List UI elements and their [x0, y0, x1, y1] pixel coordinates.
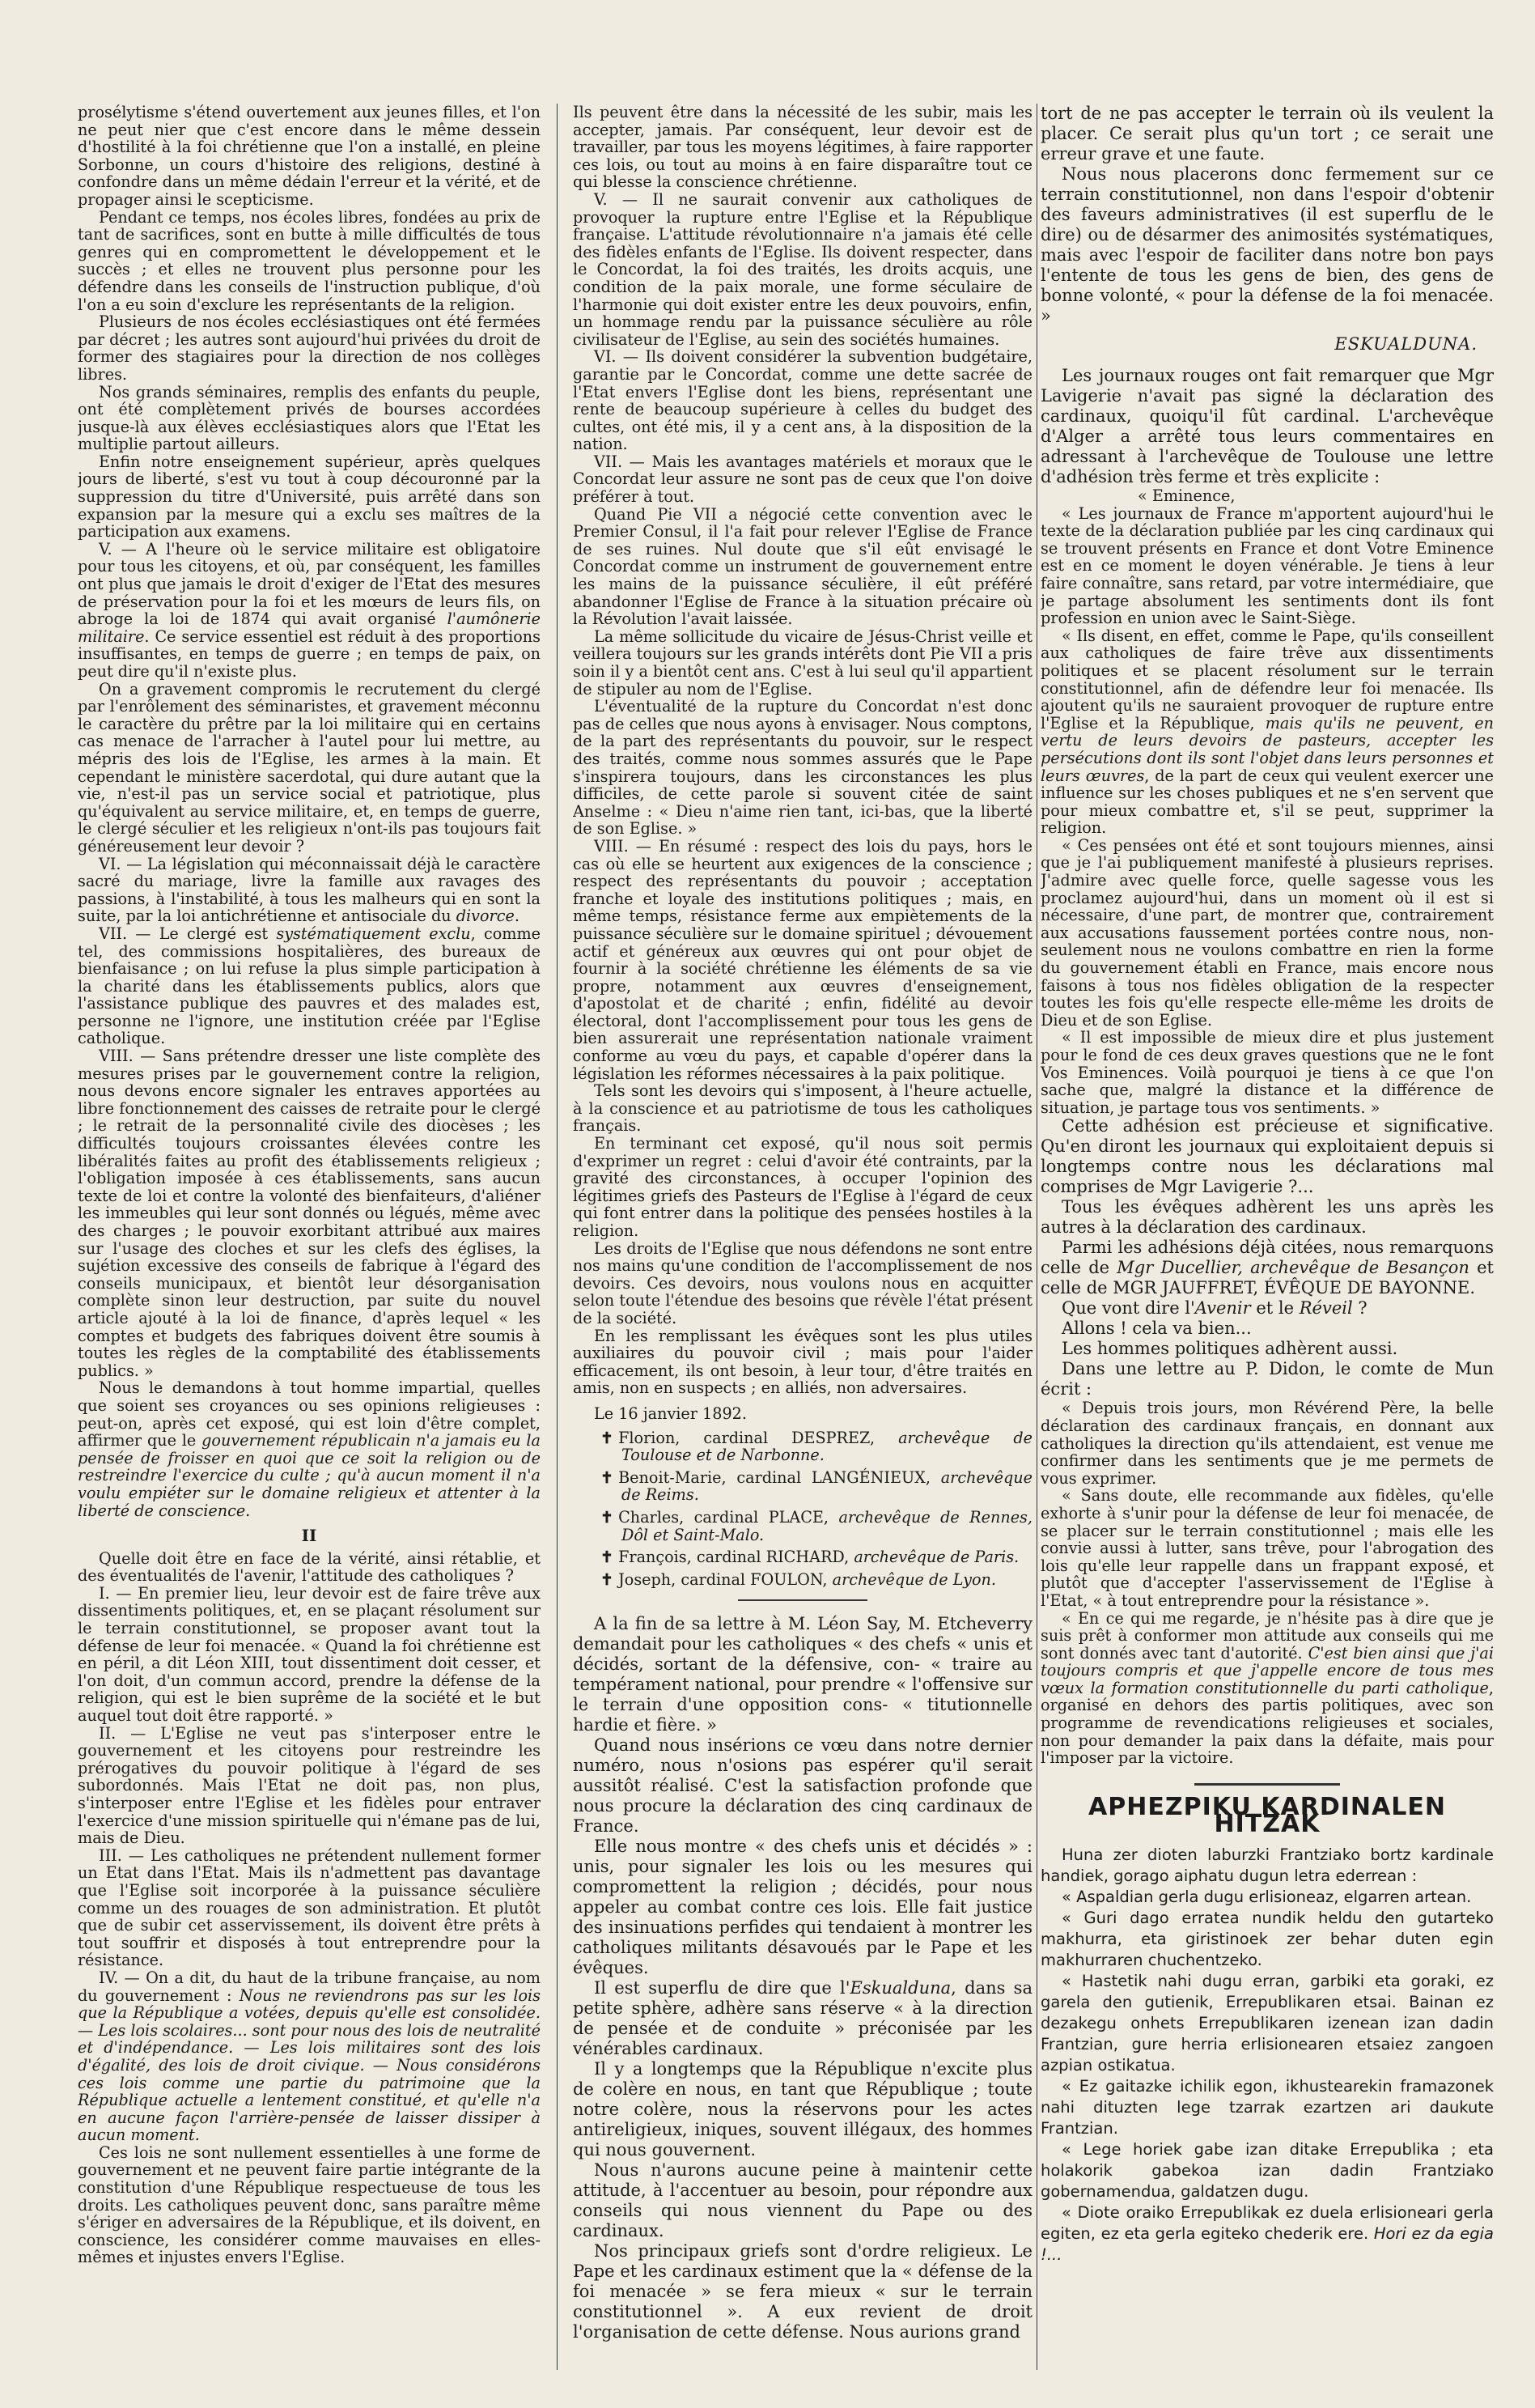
paragraph: Quand nous insérions ce vœu dans notre dernier numéro, nous n'osions pas espérer qu'il serait aussitôt réalisé. C'est la satisfaction profonde que nous procure la déclaration des cinq cardinaux de France.: [573, 1735, 1033, 1837]
signatory-name: Charles, cardinal PLACE,: [618, 1507, 829, 1527]
paragraph: I. — En premier lieu, leur devoir est de faire trêve aux dissentiments politiques, et, en se plaçant résolument sur le terrain constitutionnel, se proposer avant tout la défense de leur foi menacée. « Quand la foi chrétienne est en péril, a dit Léon XIII, tout dissentiment doit cesser, et l'on doit, d'un commun accord, prendre la défense de la religion, qui est le bien suprême de la société et le but auquel tout doit être rapporté. »: [78, 1583, 541, 1726]
italic-run: Hori ez da egia !...: [1041, 2224, 1494, 2265]
signatory-title: archevêque de Rennes, Dôl et Saint-Malo.: [621, 1507, 1033, 1544]
paragraph: VII. — Mais les avantages matériels et moraux que le Concordat leur assure ne sont pas de ceux que l'on doive préférer à tout.: [573, 452, 1033, 507]
paragraph: Les hommes politiques adhèrent aussi.: [1062, 1339, 1398, 1359]
paragraph: [78, 856, 541, 925]
signatory-name: Florion, cardinal DESPREZ,: [618, 1428, 876, 1447]
column-middle: [573, 104, 1033, 2362]
paragraph: III. — Les catholiques ne prétendent nullement former un Etat dans l'Etat. Mais ils n'admettent pas davantage que l'Eglise soit incorporée à la puissance séculière comme un des rouages de son administration. Et plutôt que de subir cet asservissement, ils doivent être prêts à tout souffrir et disposés à tout entreprendre pour la résistance.: [78, 1845, 541, 1970]
paragraph: Tels sont les devoirs qui s'imposent, à l'heure actuelle, à la conscience et au patriotisme de tous les catholiques français.: [573, 1081, 1033, 1136]
paragraph: Quand Pie VII a négocié cette convention avec le Premier Consul, il l'a fait pour relever l'Eglise de France de ses ruines. Nul doute que s'il eût envisagé le Concordat comme un instrument de gouvernement entre les mains de la puissance séculière, il eût préféré abandonner l'Eglise de France à la situation précaire où la Révolution l'avait laissée.: [573, 504, 1033, 629]
paragraph: VIII. — En résumé : respect des lois du pays, hors le cas où elle se heurtent aux exigences de la conscience ; respect des représentants du pouvoir ; acceptation franche et loyale des institutions politiques ; mais, en même temps, résistance ferme aux empiètements de la puissance séculière sur le domaine spirituel ; dévouement actif et généreux aux œuvres qui ont pour objet de fournir à la société chrétienne les éléments de sa vie propre, notamment aux œuvres d'enseignement, d'apostolat et de charité ; enfin, fidélité au devoir électoral, dont l'accomplissement pour tous les gens de bien assurerait une représentation nationale vraiment conforme au vœu du pays, et capable d'opérer dans la législation les réformes nécessaires à la paix politique.: [573, 836, 1033, 1083]
paragraph: [78, 1379, 541, 1519]
paragraph: [78, 925, 541, 1047]
text-run: , organisé en dehors des partis politiques, avec son programme de revendications religieuses et sociales, non pour demander la paix dans la défaite, mais pour l'imposer par la victoire.: [1041, 1678, 1494, 1768]
signatory: [573, 1548, 1033, 1566]
text-run: « En ce qui me regarde, je n'hésite pas à dire que je suis prêt à conformer mon attitude aux conseils qui me sont donnés avec tant d'autorité.: [1041, 1608, 1494, 1663]
paragraph: [78, 1969, 541, 2144]
paragraph: [1041, 627, 1494, 837]
text-run: Parmi les adhésions déjà citées, nous remarquons celle de: [1041, 1238, 1494, 1278]
column-left: [78, 104, 541, 2362]
text-run: et le: [1250, 1298, 1300, 1319]
paragraph: [573, 1978, 1033, 2059]
paragraph: « Lege horiek gabe izan ditake Errepublika ; eta holakorik gabekoa izan dadin Frantziako gobernamendua, galdatzen dugu.: [1041, 2140, 1494, 2202]
paragraph: « Ces pensées ont été et sont toujours miennes, ainsi que je l'ai publiquement manifesté à plusieurs reprises. J'admire avec quelle force, quelle sagesse vous les proclamez aujourd'hui, dans un moment où il est si nécessaire, d'une part, de montrer que, contrairement aux accusations faussement portées contre nous, non-seulement nous ne voulons combattre en rien la forme du gouvernement établi en France, mais encore nous faisons à tous nos fidèles obligation de la respecter toutes les fois qu'elle respecte elle-même les droits de Dieu et de son Eglise.: [1041, 835, 1494, 1030]
column-right: [1041, 104, 1494, 2362]
paragraph: [1041, 1238, 1494, 1298]
paragraph: « Aspaldian gerla dugu erlisioneaz, elgarren artean.: [1062, 1888, 1472, 1907]
text-run: Que vont dire l': [1062, 1298, 1195, 1319]
italic-run: divorce: [456, 907, 515, 926]
signatory-title: archevêque de Lyon.: [832, 1569, 996, 1589]
column-rule: [557, 104, 558, 2370]
paragraph: [1041, 1298, 1494, 1319]
commentary-block: [1041, 1116, 1494, 1399]
paragraph: [1041, 2202, 1494, 2266]
text-run: .: [514, 907, 519, 926]
paragraph: Nos grands séminaires, remplis des enfants du peuple, ont été complètement privés de bourses accordées jusque-là aux élèves ecclésiastiques alors que l'Etat les multiplie partout ailleurs.: [78, 382, 541, 454]
basque-article: [1041, 1845, 1494, 2266]
paragraph: tort de ne pas accepter le terrain où ils veulent la placer. Ce serait plus qu'un tort ; ce serait une erreur grave et une faute.: [1041, 104, 1494, 164]
section-divider: [1194, 1783, 1340, 1786]
paragraph: prosélytisme s'étend ouvertement aux jeunes filles, et l'on ne peut nier que c'est encore dans le même dessein d'hostilité à la foi chrétienne que l'on a installé, en pleine Sorbonne, un cours d'histoire des religions, destiné à confondre dans un même dédain l'erreur et la vérité, et de propager ainsi le scepticisme.: [78, 104, 541, 209]
italic-run: Nous ne reviendrons pas sur les lois que la République a votées, depuis qu'elle est consolidée. — Les lois scolaires... sont pour nous des lois de neutralité et d'indépendance. — Les lois militaires sont des lois d'égalité, des lois de droit civique. — Nous considérons ces lois comme une partie du patrimoine que la République actuelle a lentement constitué, et qu'elle n'a en aucune façon l'arrière-pensée de laisser dissiper à aucun moment.: [78, 1985, 541, 2145]
paragraph: Ils peuvent être dans la nécessité de les subir, mais les accepter, jamais. Par conséquent, leur devoir est de travailler, par tous les moyens légitimes, à faire rapporter ces lois, ou tout au moins à en faire disparaître tout ce qui blesse la conscience chrétienne.: [573, 104, 1033, 192]
italic-run: l'aumônerie militaire: [78, 609, 541, 646]
text-run: Nous le demandons à tout homme impartial, quelles que soient ses croyances ou ses opinions religieuses : peut-on, après cet exposé, qui est loin d'être complet, affirmer que le: [78, 1378, 541, 1450]
italic-run: Réveil: [1299, 1298, 1353, 1319]
paragraph: Les journaux rouges ont fait remarquer que Mgr Lavigerie n'avait pas signé la déclaration des cardinaux, quoiqu'il fût cardinal. L'archevêque d'Alger a arrêté tous leurs commentaires en adressant à l'archevêque de Toulouse une lettre d'adhésion très ferme et très explicite :: [1041, 366, 1494, 486]
text-run: et celle de MGR JAUFFRET, ÉVÊQUE DE BAYONNE.: [1041, 1258, 1494, 1298]
cross-icon: ✝: [600, 1569, 614, 1589]
signatory: [573, 1509, 1033, 1544]
italic-run: Avenir: [1194, 1298, 1251, 1319]
text-run: , dans sa petite sphère, adhère sans réserve « à la direction de pensée et de conduite » préconisée par les vénérables cardinaux.: [573, 1978, 1033, 2059]
text-run: , comme tel, des commissions hospitalières, des bureaux de bienfaisance ; on lui refuse la plus simple participation à la charité dans les établissements publics, alors que l'assistance publique des pauvres et des malades est, personne ne l'ignore, une institution créée par l'Eglise catholique.: [78, 924, 541, 1048]
paragraph: Nous n'aurons aucune peine à maintenir cette attitude, à l'accentuer au besoin, pour répondre aux conseils qui nous viennent du Pape ou des cardinaux.: [573, 2160, 1033, 2241]
paragraph: « Hastetik nahi dugu erran, garbiki eta goraki, ez garela den gutienik, Errepublikaren etsai. Bainan ez dezakegu onhets Errepublikaren izenean izan dadin Frantzian, gure herria erlisionearen etsaiez zangoen azpian ostikatua.: [1041, 1972, 1494, 2075]
paragraph: Pendant ce temps, nos écoles libres, fondées au prix de tant de sacrifices, sont en butte à mille difficultés de tous genres qui en compromettent le développement et le succès ; et elles ne trouvent plus personne pour les défendre dans les conseils de l'instruction publique, d'où l'on a eu soin d'exclure les représentants de la religion.: [78, 207, 541, 314]
paragraph: Plusieurs de nos écoles ecclésiastiques ont été fermées par décret ; les autres sont aujourd'hui privées du droit de former des stagiaires pour la direction de nos collèges libres.: [78, 312, 541, 384]
paragraph: « Ez gaitazke ichilik egon, ikhustearekin framazonek nahi dituzten lege tzarrak ezartzen ari daukute Frantzian.: [1041, 2077, 1494, 2138]
editorial-continuation: [1041, 104, 1494, 487]
paragraph: Tous les évêques adhèrent les uns après les autres à la déclaration des cardinaux.: [1041, 1197, 1494, 1238]
signatory: [573, 1429, 1033, 1464]
signatory-name: François, cardinal RICHARD,: [618, 1548, 850, 1567]
text-run: VII. — Le clergé est: [99, 924, 277, 943]
paragraph: Huna zer dioten laburzki Frantziako bortz kardinale handiek, gorago aiphatu dugun letra ederrean :: [1041, 1845, 1494, 1886]
paragraph: « Eminence,: [1138, 486, 1236, 505]
paragraph: VI. — Ils doivent considérer la subvention budgétaire, garantie par le Concordat, comme une dette sacrée de l'Etat envers l'Eglise dont les biens, représentant une rente de beaucoup supérieure à celles du budget des cultes, ont été mis, il y a cent ans, à la disposition de la nation.: [573, 347, 1033, 454]
italic-run: C'est bien ainsi que j'ai toujours compris et que j'appelle encore de tous mes vœux la formation constitutionnelle du parti catholique: [1041, 1643, 1494, 1697]
paragraph: En les remplissant les évêques sont les plus utiles auxiliaires du pouvoir civil ; mais pour l'aider efficacement, ils ont besoin, à leur tour, d'être traités en amis, non en suspects ; en alliés, non adversaires.: [573, 1326, 1033, 1398]
paragraph: « Sans doute, elle recommande aux fidèles, qu'elle exhorte à s'unir pour la défense de leur foi menacée, de se placer sur le terrain constitutionnel ; mais elle les convie aussi à lutter, sans trêve, pour l'abrogation des lois qu'elle leur rappelle dans un frappant exposé, et plutôt que d'accepter l'asservissement de l'Eglise à l'Etat, « à tout entreprendre pour la résistance ».: [1041, 1486, 1494, 1610]
text-run: « Diote oraiko Errepublikak ez duela erlisioneari gerla egiten, ez eta gerla egiteko chederik ere.: [1041, 2203, 1494, 2244]
paragraph: L'éventualité de la rupture du Concordat n'est donc pas de celles que nous ayons à envisager. Nous comptons, de la part des représentants du pouvoir, sur le respect des traités, comme nous sommes assurés que le Pape s'inspirera toujours, dans les circonstances les plus difficiles, de cette parole si souvent citée de saint Anselme : « Dieu n'aime rien tant, ici-bas, que la liberté de son Eglise. »: [573, 697, 1033, 839]
editorial-block: [573, 1614, 1033, 2342]
italic-run: gouvernement républicain n'a jamais eu la pensée de froisser en quoi que ce soit la religion ou de restreindre l'exercice du culte ; qu'à aucun moment il n'a voulu empiéter sur le domaine religieux et attenter à la liberté de conscience.: [78, 1431, 541, 1520]
paragraph: « Les journaux de France m'apportent aujourd'hui le texte de la déclaration publiée par les cinq cardinaux qui se trouvent présents en France et dont Votre Eminence est en ce moment le doyen vénérable. Je tiens à leur faire connaître, sans retard, par votre intermédiaire, que je partage absolument les sentiments dont ils font profession en union avec le Saint-Siège.: [1041, 503, 1494, 628]
signatory: [573, 1469, 1033, 1504]
italic-run: systématiquement exclu: [276, 924, 471, 943]
paragraph: Cette adhésion est précieuse et significative. Qu'en diront les journaux qui exploitaient depuis si longtemps contre nous les déclarations mal comprises de Mgr Lavigerie ?...: [1041, 1116, 1494, 1197]
editorial-signature: ESKUALDUNA.: [1334, 334, 1478, 354]
article-headline: APHEZPIKU KARDINALEN HITZAK: [1088, 1792, 1446, 1839]
paragraph: Nos principaux griefs sont d'ordre religieux. Le Pape et les cardinaux estiment que la « défense de la foi menacée » se fera mieux « sur le terrain constitutionnel ». A eux revient de droit l'organisation de cette défense. Nous aurions grand: [573, 2241, 1033, 2342]
letter-date: Le 16 janvier 1892.: [594, 1404, 747, 1423]
section-numeral: II: [301, 1526, 317, 1546]
section-divider: [738, 1599, 867, 1601]
italic-run: mais qu'ils ne peuvent, en vertu de leurs devoirs de pasteurs, accepter les persécutions dont ils sont l'objet dans leurs personnes et leurs œuvres: [1041, 713, 1494, 785]
paragraph: La même sollicitude du vicaire de Jésus-Christ veille et veillera toujours sur les grands intérêts dont Pie VII a pris soin il y a bientôt cent ans. C'est à lui seul qu'il appartient de stipuler au nom de l'Eglise.: [573, 626, 1033, 699]
paragraph: Nous nous placerons donc fermement sur ce terrain constitutionnel, non dans l'espoir d'obtenir des faveurs administratives (il est superflu de le dire) ou de désarmer des animosités systématiques, mais avec l'espoir de faciliter dans notre bon pays l'entente de tous les gens de bien, des gens de bonne volonté, « pour la défense de la foi menacée. »: [1041, 164, 1494, 325]
paragraph: Ces lois ne sont nullement essentielles à une forme de gouvernement et ne peuvent faire partie intégrante de la constitution d'une République respectueuse de tous les droits. Les catholiques peuvent donc, sans paraître même s'ériger en adversaires de la République, et ils doivent, en conscience, les considérer comme mauvaises en elles-mêmes et injustes envers l'Eglise.: [78, 2143, 541, 2267]
text-run: . Ce service essentiel est réduit à des proportions insuffisantes, en temps de guerre ; en temps de paix, on peut dire qu'il n'existe plus.: [78, 626, 541, 681]
italic-run: Eskualduna: [850, 1978, 952, 1998]
paragraph: VIII. — Sans prétendre dresser une liste complète des mesures prises par le gouvernement contre la religion, nous devons encore signaler les entraves apportées au libre fonctionnement des caisses de retraite pour le clergé ; le retrait de la personnalité civile des diocèses ; les difficultés toujours croissantes élevées contre les libéralités faites au profit des établissements religieux ; l'obligation imposée à ces établissements, sans aucun texte de loi et contre la volonté des bienfaiteurs, d'aliéner les immeubles qui leur sont donnés ou légués, même avec des charges ; le pouvoir exorbitant attribué aux maires sur l'usage des cloches et sur les clefs des églises, la sujétion excessive des conseils de fabrique à l'égard des conseils municipaux, et bientôt leur désorganisation complète sinon leur destruction, par suite du nouvel article ajouté à la loi de finance, d'après lequel « les comptes et budgets des fabriques doivent être soumis à toutes les règles de la comptabilité des établissements publics. »: [78, 1047, 541, 1380]
paragraph: A la fin de sa lettre à M. Léon Say, M. Etcheverry demandait pour les catholiques « des chefs « unis et décidés, sortant de la défensive, con- « traire au tempérament national, pour prendre « l'offensive sur le terrain d'une opposition cons- « titutionnelle hardie et fière. »: [573, 1614, 1033, 1735]
paragraph: Elle nous montre « des chefs unis et décidés » : unis, pour signaler les lois ou les mesures qui compromettent la religion ; décidés, pour nous appeler au combat contre ces lois. Elle fait justice des insinuations perfides qui tendaient à montrer les catholiques militants désavoués par le Pape et les évêques.: [573, 1837, 1033, 1978]
signatory-title: archevêque de Toulouse et de Narbonne.: [621, 1428, 1033, 1465]
signatory: [573, 1571, 1033, 1589]
cross-icon: ✝: [600, 1548, 614, 1567]
paragraph: Allons ! cela va bien...: [1062, 1319, 1252, 1339]
text-run: ?: [1352, 1298, 1368, 1319]
paragraph: V. — Il ne saurait convenir aux catholiques de provoquer la rupture entre l'Eglise et la République française. L'attitude révolutionnaire n'a jamais été celle des fidèles enfants de l'Eglise. Ils doivent respecter, dans le Concordat, la foi des traités, les droits acquis, une condition de la paix morale, une forme séculaire de l'harmonie qui doit exister entre les deux pouvoirs, enfin, un hommage rendu par la puissance séculière au rôle civilisateur de l'Eglise, au sein des sociétés humaines.: [573, 189, 1033, 349]
paragraph: Il y a longtemps que la République n'excite plus de colère en nous, en tant que République ; toute notre colère, nous la réservons pour les actes antireligieux, iniques, souvent illégaux, des hommes qui nous gouvernent.: [573, 2059, 1033, 2160]
cross-icon: ✝: [600, 1507, 614, 1527]
text-run: V. — A l'heure où le service militaire est obligatoire pour tous les citoyens, et où, par conséquent, les familles ont plus que jamais le droit d'exiger de l'Etat des mesures de préservation pour la foi et les mœurs de leurs fils, on abroge la loi de 1874 qui avait organisé: [78, 539, 541, 629]
text-run: « Ils disent, en effet, comme le Pape, qu'ils conseillent aux catholiques de faire trêve aux dissentiments politiques et se placent résolument sur le terrain constitutionnel, afin de défendre leur foi menacée. Ils ajoutent qu'ils ne sauraient provoquer de rupture entre l'Eglise et la République,: [1041, 626, 1494, 733]
signatory-name: Benoit-Marie, cardinal LANGÉNIEUX,: [618, 1467, 931, 1487]
paragraph: Enfin notre enseignement supérieur, après quelques jours de liberté, s'est vu tout à coup découronné par la suppression du titre d'Université, puis arrêté dans son expansion par la mesure qui a exclu ses maîtres de la participation aux examens.: [78, 452, 541, 541]
cross-icon: ✝: [600, 1467, 614, 1487]
paragraph: Dans une lettre au P. Didon, le comte de Mun écrit :: [1041, 1359, 1494, 1399]
italic-run: Mgr Ducellier, archevêque de Besançon: [1117, 1258, 1469, 1278]
paragraph: « Guri dago erratea nundik heldu den gutarteko makhurra, eta giristinoek zer behar duten egin makhurraren chuchentzeko.: [1041, 1909, 1494, 1970]
paragraph: Les droits de l'Eglise que nous défendons ne sont entre nos mains qu'une condition de l'accomplissement de nos devoirs. Ces devoirs, nous voulons nous en acquitter selon toute l'étendue des besoins que révèle l'état présent de la société.: [573, 1238, 1033, 1327]
paragraph: Quelle doit être en face de la vérité, ainsi rétablie, et des éventualités de l'avenir, l'attitude des catholiques ?: [78, 1548, 541, 1586]
cross-icon: ✝: [600, 1428, 614, 1447]
signatory-name: Joseph, cardinal FOULON,: [618, 1569, 828, 1589]
text-run: , de la part de ceux qui veulent exercer une influence sur les choses publiques et ne s'en servent que pour mieux combattre et, s'il se peut, supprimer la religion.: [1041, 766, 1494, 838]
signatory-title: archevêque de Paris.: [854, 1548, 1020, 1567]
paragraph: En terminant cet exposé, qu'il nous soit permis d'exprimer un regret : celui d'avoir été contraints, par la gravité des circonstances, à occuper l'opinion des légitimes griefs des Pasteurs de l'Eglise à l'égard de ceux qui font entrer dans la politique des pensées hostiles à la religion.: [573, 1134, 1033, 1240]
paragraph: On a gravement compromis le recrutement du clergé par l'enrôlement des séminaristes, et gravement méconnu le caractère du prêtre par la loi militaire qui en certains cas menace de l'arracher à l'autel pour lui mettre, au mépris des lois de l'Eglise, les armes à la main. Et cependant le ministère sacerdotal, qui dure autant que la vie, n'est-il pas un service social et patriotique, plus qu'équivalent au service militaire, et, en temps de guerre, le clergé séculier et les religieux n'ont-ils pas toujours fait généreusement leur devoir ?: [78, 679, 541, 856]
paragraph: [1041, 1610, 1494, 1767]
text-run: IV. — On a dit, du haut de la tribune française, au nom du gouvernement :: [78, 1968, 541, 2005]
text-run: Il est superflu de dire que l': [594, 1978, 850, 1998]
paragraph: « Il est impossible de mieux dire et plus justement pour le fond de ces deux graves questions que ne le font Vos Eminences. Voilà pourquoi je tiens à ce que l'on sache que, malgré la distance et la différence de situation, je partage tous vos sentiments. »: [1041, 1028, 1494, 1117]
paragraph: II. — L'Eglise ne veut pas s'interposer entre le gouvernement et les citoyens pour restreindre les prérogatives du pouvoir politique à l'égard de ses subordonnés. Mais l'Etat ne doit pas, non plus, s'interposer entre l'Eglise et les fidèles pour entraver l'exercice d'une mission spirituelle qui n'émane pas de lui, mais de Dieu.: [78, 1723, 541, 1848]
text-run: VI. — La législation qui méconnaissait déjà le caractère sacré du mariage, livre la famille aux ravages des passions, à l'instabilité, à tous les malheurs qui en sont la suite, par la loi antichrétienne et antisociale du: [78, 854, 541, 926]
paragraph: [78, 541, 541, 681]
paragraph: « Depuis trois jours, mon Révérend Père, la belle déclaration des cardinaux français, en donnant aux catholiques la direction qu'ils attendaient, est venue me confirmer dans les sentiments que je me permets de vous exprimer.: [1041, 1399, 1494, 1488]
signatory-title: archevêque de Reims.: [621, 1467, 1033, 1505]
